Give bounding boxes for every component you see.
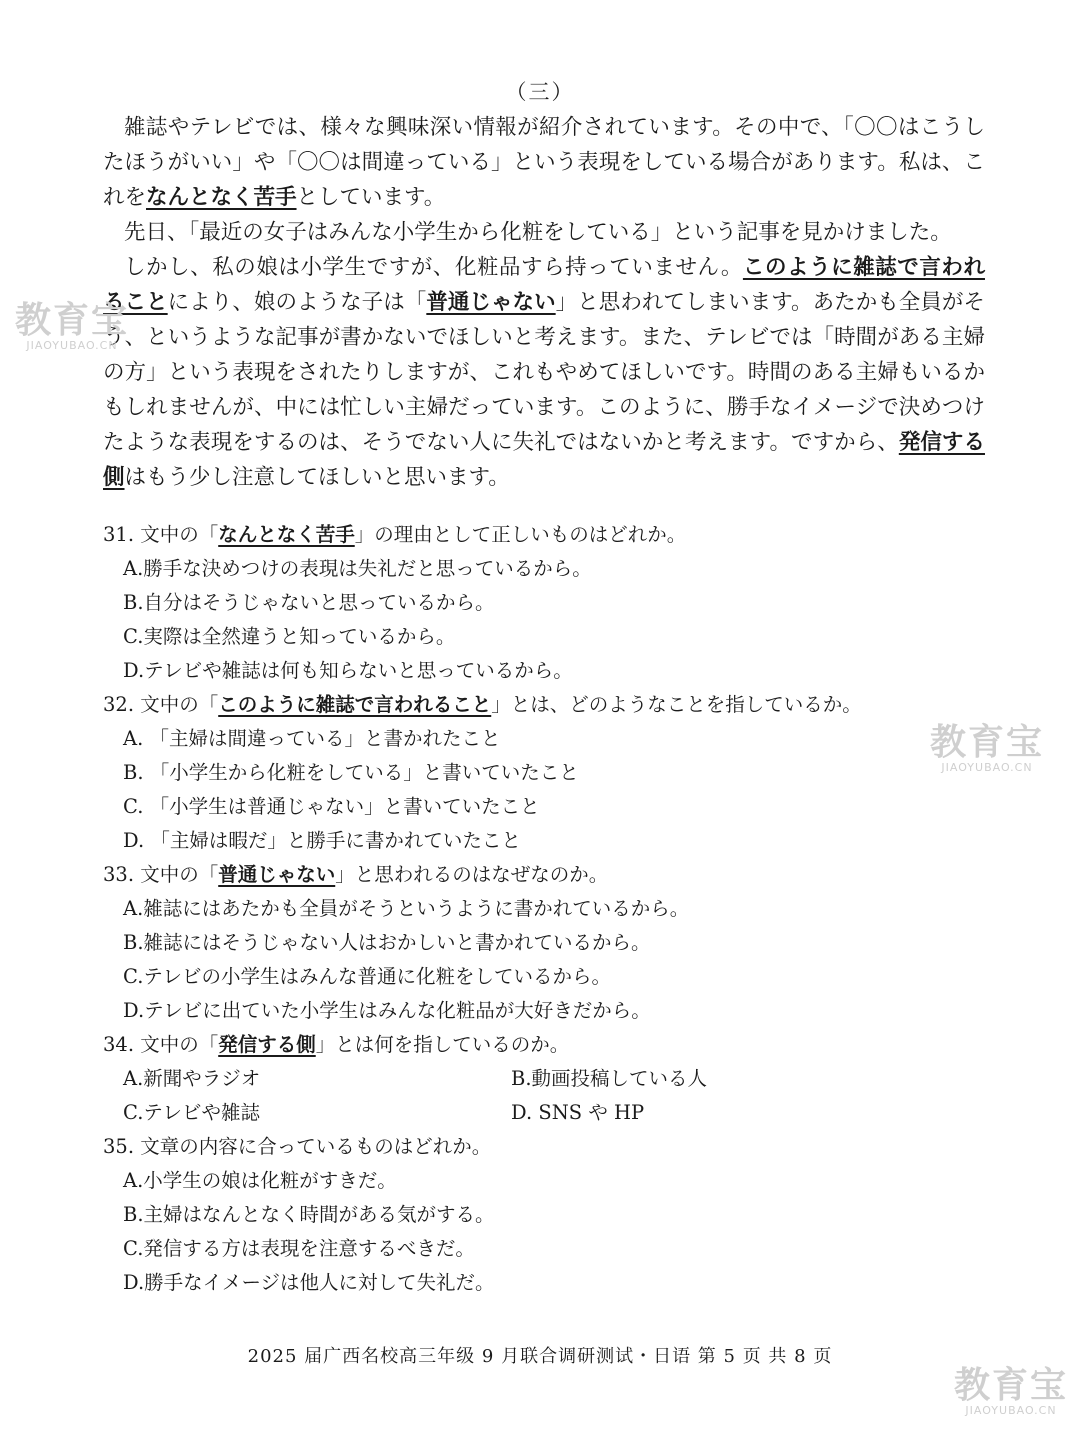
option-a: A.小学生の娘は化粧がすきだ。 [123,1169,397,1192]
option-d: D. SNS や HP [511,1101,645,1124]
question-33 [103,858,985,1028]
option-b: B.雑誌にはそうじゃない人はおかしいと書かれているから。 [123,931,651,954]
question-text: 」の理由として正しいものはどれか。 [354,523,687,546]
watermark-logo [2,302,142,352]
option-b: B. 「小学生から化粧をしている」と書いていたこと [123,761,579,784]
question-stem [103,1028,985,1062]
underlined-phrase-futsuu-janai: 普通じゃない [426,290,556,315]
paragraph-text: はもう少し注意してほしいと思います。 [124,465,510,490]
option-c: C.実際は全然違うと知っているから。 [123,625,456,648]
paragraph-text: としています。 [296,185,446,210]
option-c: C.テレビや雑誌 [123,1101,261,1124]
question-text: 」とは何を指しているのか。 [315,1033,570,1056]
question-text: 32. 文中の「 [103,693,219,716]
question-text: 」と思われるのはなぜなのか。 [335,863,609,886]
option-c: C.テレビの小学生はみんな普通に化粧をしているから。 [123,965,612,988]
option-a: A.勝手な決めつけの表現は失礼だと思っているから。 [123,557,592,580]
question-35 [103,1130,985,1300]
reading-passage [103,110,985,495]
paragraph-text: 雑誌やテレビでは、様々な興味深い情報が紹介されています。その中で、「〇〇はこうしたほうがいい」や「〇〇は間違っている」という表現をしている場合があります。私は、これを [103,115,985,210]
question-stem [103,858,985,892]
question-32 [103,688,985,858]
question-text: 33. 文中の「 [103,863,219,886]
passage-paragraph-3 [103,250,985,495]
watermark-url: JIAOYUBAO.CN [26,339,118,352]
option-a: A. 「主婦は間違っている」と書かれたこと [123,727,501,750]
paragraph-text: しかし、私の娘は小学生ですが、化粧品すら持っていません。 [124,255,743,280]
paragraph-text: により、娘のような子は「 [167,290,427,315]
question-text: 31. 文中の「 [103,523,219,546]
underlined-phrase-hasshin-suru-gawa: 発信する側 [103,430,985,490]
watermark-logo [942,1367,1080,1417]
watermark-text: 教育宝 [14,300,129,341]
watermark-url: JIAOYUBAO.CN [941,761,1033,774]
option-d: D.テレビに出ていた小学生はみんな化粧品が大好きだから。 [123,999,651,1022]
option-c: C. 「小学生は普通じゃない」と書いていたこと [123,795,540,818]
option-d: D. 「主婦は暇だ」と勝手に書かれていたこと [123,829,521,852]
question-stem [103,688,985,722]
option-row [103,1062,985,1096]
question-underlined-phrase: なんとなく苦手 [218,523,355,546]
question-stem [103,518,985,552]
option-b: B.動画投稿している人 [511,1067,708,1090]
question-underlined-phrase: 発信する側 [218,1033,316,1056]
question-text: 」とは、どのようなことを指しているか。 [491,693,862,716]
option-b: B.自分はそうじゃないと思っているから。 [123,591,495,614]
question-underlined-phrase: このように雑誌で言われること [218,693,492,716]
watermark-text: 教育宝 [929,722,1044,763]
passage-paragraph-1 [103,110,985,215]
option-a: A.新聞やラジオ [123,1067,261,1090]
option-b: B.主婦はなんとなく時間がある気がする。 [123,1203,495,1226]
question-text: 34. 文中の「 [103,1033,219,1056]
question-underlined-phrase: 普通じゃない [218,863,336,886]
option-d: D.勝手なイメージは他人に対して失礼だ。 [123,1271,495,1294]
underlined-phrase-nantonaku-nigate: なんとなく苦手 [146,185,297,210]
option-a: A.雑誌にはあたかも全員がそうというように書かれているから。 [123,897,690,920]
watermark-text: 教育宝 [953,1365,1068,1406]
passage-paragraph-2: 先日、「最近の女子はみんな小学生から化粧をしている」という記事を見かけました。 [124,220,952,245]
page-footer: 2025 届广西名校高三年级 9 月联合调研测试・日语 第 5 页 共 8 页 [247,1346,833,1367]
question-list [103,518,985,1300]
section-title: （三） [505,80,575,104]
watermark-url: JIAOYUBAO.CN [965,1404,1057,1417]
underlined-phrase-zasshi: このように雑誌で言われること [103,255,985,315]
paragraph-text: 」と思われてしまいます。あたかも全員がそう、というような記事が書かないでほしいと考えます。また、テレビでは「時間がある主婦の方」という表現をされたりしますが、これもやめてほしいです。時間のある主婦もいるかもしれませんが、中には忙しい主婦だっています。このように、勝手なイメージで決めつけたような表現をするのは、そうでない人に失礼ではないかと考えます。ですから、 [103,290,985,455]
option-c: C.発信する方は表現を注意するべきだ。 [123,1237,475,1260]
question-stem: 35. 文章の内容に合っているものはどれか。 [103,1135,492,1158]
watermark-logo [912,724,1062,774]
option-row [103,1096,985,1130]
option-d: D.テレビや雑誌は何も知らないと思っているから。 [123,659,573,682]
question-31 [103,518,985,688]
question-34 [103,1028,985,1130]
